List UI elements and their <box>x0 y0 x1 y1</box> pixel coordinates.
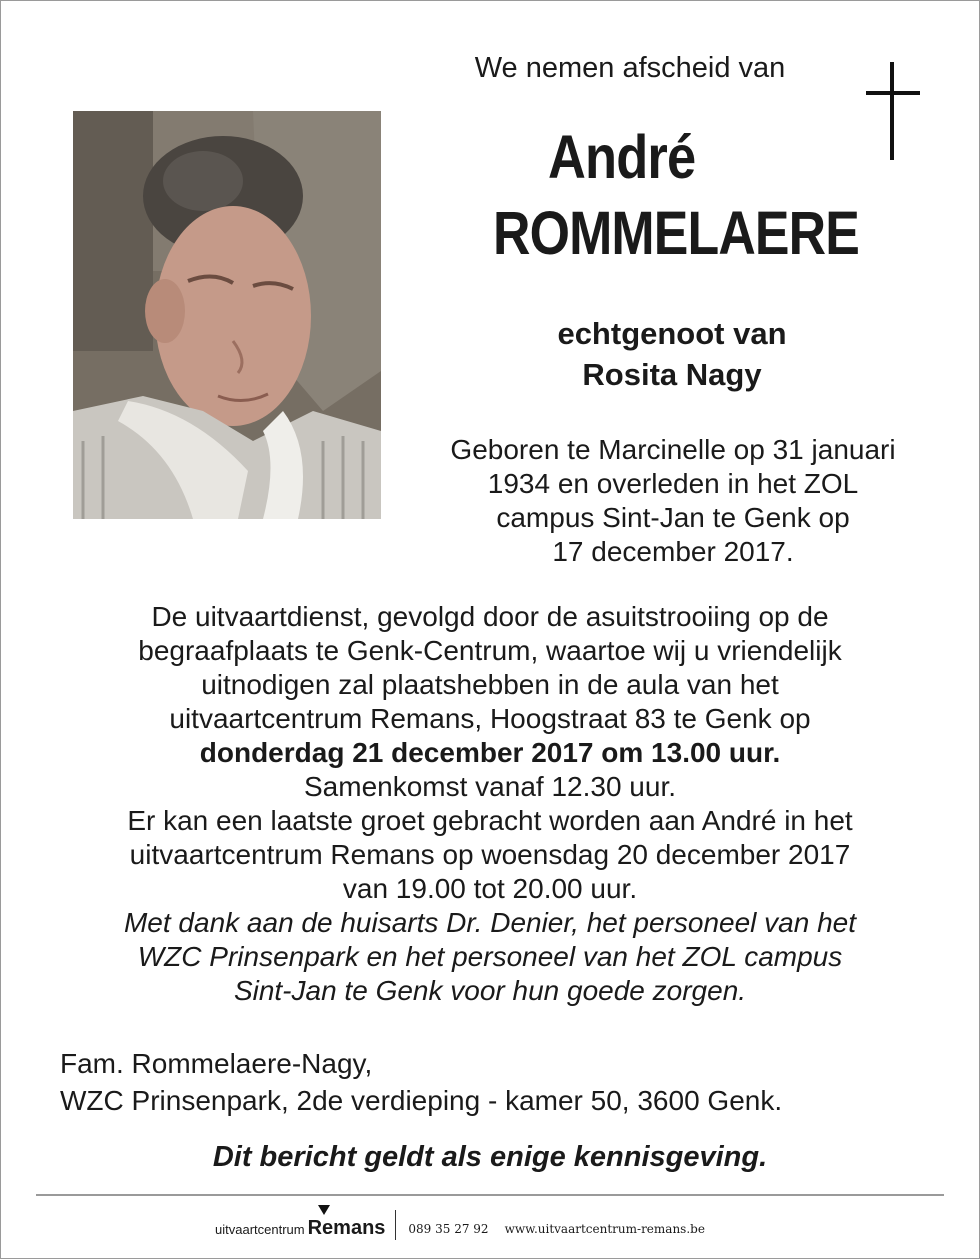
intro-text: We nemen afscheid van <box>474 52 786 84</box>
spouse-block <box>480 313 864 395</box>
farewell-line: van 19.00 tot 20.00 uur. <box>342 873 638 904</box>
birth-death-details <box>415 433 931 569</box>
footer-phone: 089 35 27 92 <box>408 1222 489 1236</box>
cross-icon <box>862 62 924 160</box>
service-line: De uitvaartdienst, gevolgd door de asuitstrooiing op de <box>151 601 829 632</box>
logo-text-big: Remans <box>307 1217 386 1239</box>
funeral-info <box>0 600 980 1008</box>
deceased-last-name: ROMMELAERE <box>493 199 859 267</box>
service-date: donderdag 21 december 2017 om 13.00 uur. <box>199 737 781 768</box>
details-line: 1934 en overleden in het ZOL <box>487 468 859 499</box>
logo-triangle-icon <box>318 1205 330 1215</box>
service-line: uitnodigen zal plaatshebben in de aula van het <box>201 669 779 700</box>
funeral-home-logo <box>215 1217 385 1240</box>
thanks-line: WZC Prinsenpark en het personeel van het ZOL campus <box>137 941 843 972</box>
footer-separator <box>395 1210 396 1240</box>
deceased-first-name: André <box>548 123 696 191</box>
footer-divider <box>36 1194 944 1196</box>
footer <box>215 1206 705 1240</box>
family-name: Fam. Rommelaere-Nagy, <box>60 1048 373 1079</box>
spouse-name: Rosita Nagy <box>582 357 762 392</box>
footer-website: www.uitvaartcentrum-remans.be <box>504 1222 705 1236</box>
details-line: Geboren te Marcinelle op 31 januari <box>450 434 896 465</box>
portrait-image <box>73 111 381 519</box>
farewell-line: Er kan een laatste groet gebracht worden aan André in het <box>127 805 853 836</box>
family-address-line: WZC Prinsenpark, 2de verdieping - kamer 50, 3600 Genk. <box>60 1085 783 1116</box>
service-line: begraafplaats te Genk-Centrum, waartoe wij u vriendelijk <box>138 635 842 666</box>
service-line: uitvaartcentrum Remans, Hoogstraat 83 te Genk op <box>169 703 811 734</box>
family-address <box>60 1045 782 1119</box>
notice-text: Dit bericht geldt als enige kennisgeving. <box>212 1141 768 1173</box>
portrait-photo <box>73 111 381 519</box>
details-line: 17 december 2017. <box>552 536 794 567</box>
logo-text-small: uitvaartcentrum <box>215 1222 305 1237</box>
gathering-time: Samenkomst vanaf 12.30 uur. <box>304 771 676 802</box>
farewell-line: uitvaartcentrum Remans op woensdag 20 december 2017 <box>129 839 851 870</box>
spouse-relation: echtgenoot van <box>557 316 787 351</box>
thanks-line: Met dank aan de huisarts Dr. Denier, het personeel van het <box>123 907 857 938</box>
details-line: campus Sint-Jan te Genk op <box>496 502 850 533</box>
thanks-line: Sint-Jan te Genk voor hun goede zorgen. <box>233 975 747 1006</box>
